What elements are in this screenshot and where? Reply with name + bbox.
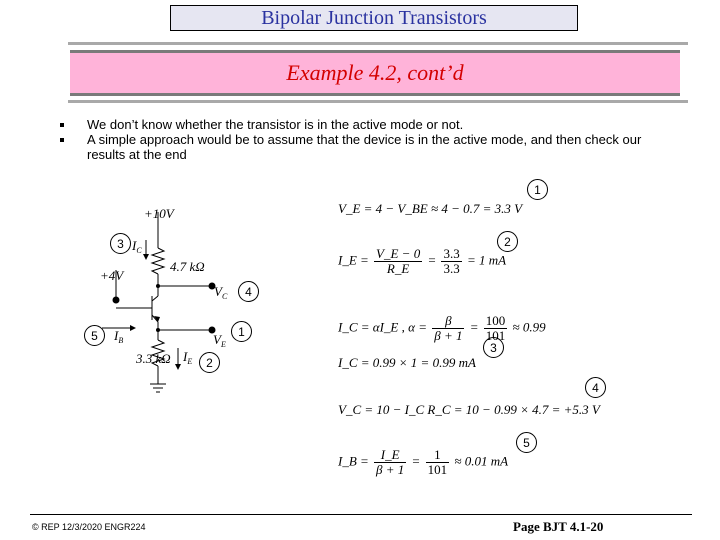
equation-ve: V_E = 4 − V_BE ≈ 4 − 0.7 = 3.3 V <box>338 201 523 216</box>
footer-rule <box>30 514 692 515</box>
bullet-item: A simple approach would be to assume that the device is in the active mode, and then check our results at the end <box>60 132 690 162</box>
supply-label: +10V <box>144 206 174 221</box>
circuit-callout-3: 3 <box>110 233 131 254</box>
header-rule-bottom <box>68 100 688 103</box>
slide-title: Example 4.2, cont’d <box>70 50 680 96</box>
circuit-callout-5: 5 <box>84 325 105 346</box>
ib-label: $I_B$ <box>114 328 124 345</box>
rc-value-label: 4.7 kΩ <box>170 259 205 274</box>
equation-ie: I_E = $\frac{V\_E - 0}{R\_E}$ = $\frac{3.3}{3.3}$ = 1 mA <box>338 246 507 276</box>
bullet-list <box>60 117 690 162</box>
circuit-callout-4: 4 <box>238 281 259 302</box>
circuit-callout-1: 1 <box>231 321 252 342</box>
ie-label: $I_E$ <box>183 349 193 366</box>
base-node-dot <box>113 297 120 304</box>
equation-callout-5: 5 <box>516 432 537 453</box>
header-rule-top <box>68 42 688 45</box>
equation-ib: I_B = $\frac{I\_E}{\beta + 1}$ = $\frac{1}{101}$ ≈ 0.01 mA <box>338 447 509 477</box>
header-title: Bipolar Junction Transistors <box>170 5 578 31</box>
ve-label: $V_E$ <box>213 332 226 349</box>
ic-label: $I_C$ <box>132 238 142 255</box>
vc-label: $V_C$ <box>214 284 228 301</box>
equation-ic-value: I_C = 0.99 × 1 = 0.99 mA <box>338 355 476 370</box>
equation-ic-alpha: I_C = αI_E , α = $\frac{\beta}{\beta + 1}$ = $\frac{100}{101}$ ≈ 0.99 <box>338 313 546 343</box>
circuit-callout-2: 2 <box>199 352 220 373</box>
equation-callout-4: 4 <box>585 377 606 398</box>
footer-copyright: © REP 12/3/2020 ENGR224 <box>32 522 146 532</box>
bullet-item: We don’t know whether the transistor is in the active mode or not. <box>60 117 690 132</box>
equation-callout-3: 3 <box>483 337 504 358</box>
equation-callout-2: 2 <box>497 231 518 252</box>
re-value-label: 3.3 kΩ <box>136 351 171 366</box>
equation-vc: V_C = 10 − I_C R_C = 10 − 0.99 × 4.7 = +5.3 V <box>338 402 600 417</box>
page-number: Page BJT 4.1-20 <box>513 519 604 534</box>
base-source-label: +4V <box>100 268 124 283</box>
equation-callout-1: 1 <box>527 179 548 200</box>
